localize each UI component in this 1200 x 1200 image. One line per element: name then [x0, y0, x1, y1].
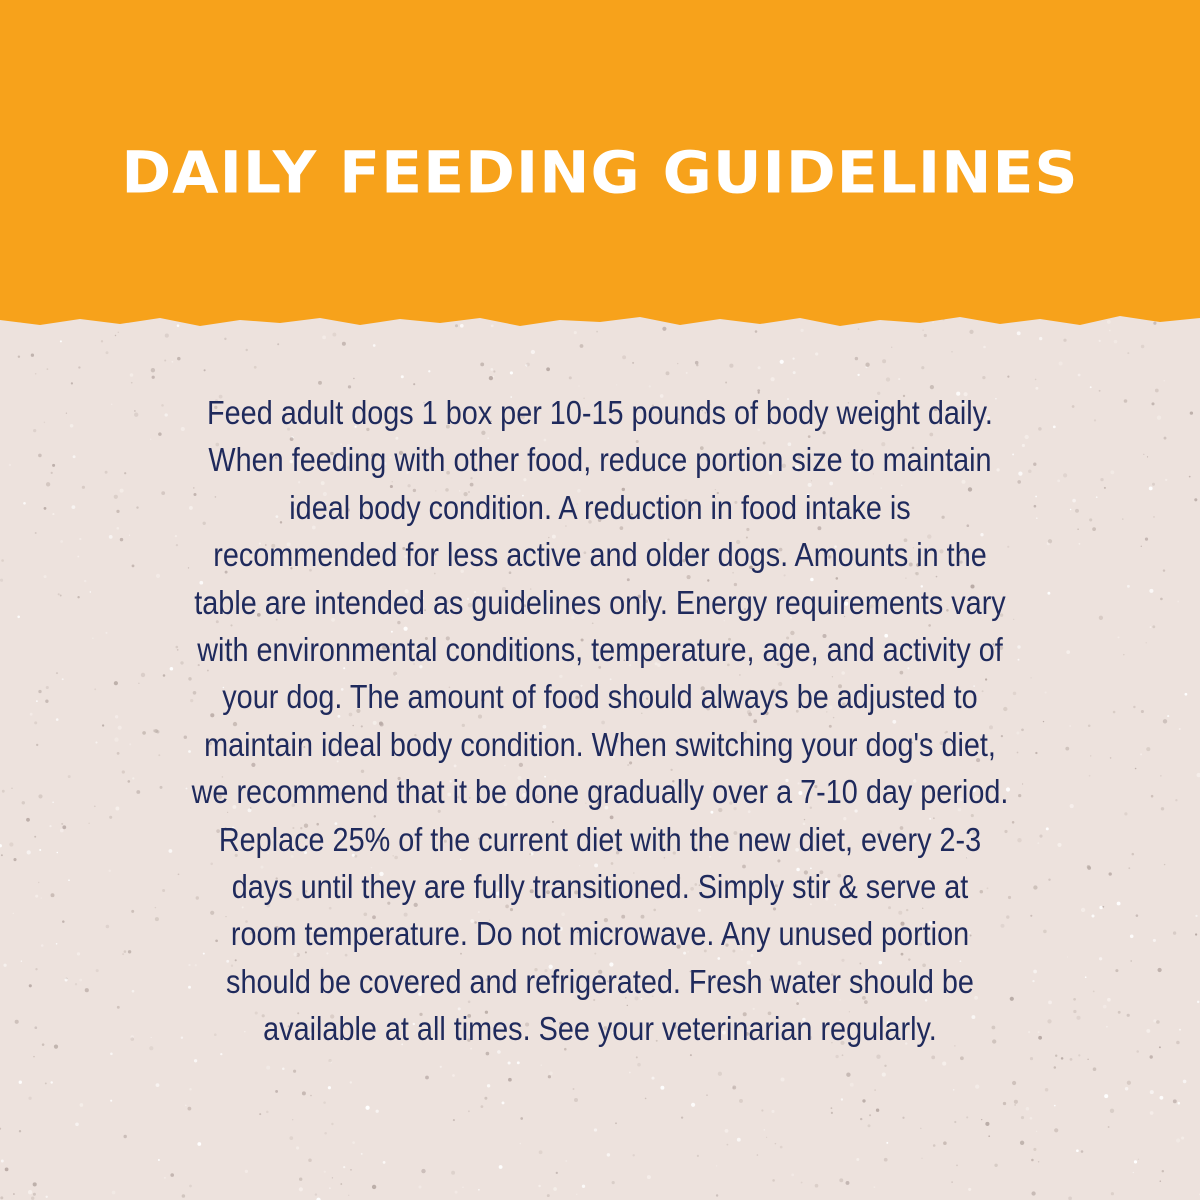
instruction-line: available at all times. See your veterinarian regularly. — [263, 1011, 937, 1049]
instruction-line: Feed adult dogs 1 box per 10-15 pounds of body weight daily. — [207, 395, 993, 432]
instruction-line: should be covered and refrigerated. Fresh water should be — [226, 963, 974, 1001]
instruction-line: with environmental conditions, temperature, age, and activity of — [197, 632, 1003, 670]
instruction-line: maintain ideal body condition. When switching your dog's diet, — [204, 726, 996, 764]
instruction-line: recommended for less active and older dogs. Amounts in the — [213, 537, 987, 575]
instruction-line: When feeding with other food, reduce portion size to maintain — [208, 442, 992, 480]
instruction-line: ideal body condition. A reduction in food intake is — [289, 489, 911, 527]
page-title: DAILY FEEDING GUIDELINES — [121, 139, 1079, 207]
instruction-line: Replace 25% of the current diet with the new diet, every 2-3 — [218, 821, 982, 859]
instruction-line: days until they are fully transitioned. Simply stir & serve at — [231, 869, 969, 907]
instruction-line: room temperature. Do not microwave. Any unused portion — [230, 916, 970, 954]
instruction-line: table are intended as guidelines only. Energy requirements vary — [194, 584, 1006, 622]
instruction-line: your dog. The amount of food should always be adjusted to — [222, 679, 978, 717]
instruction-line: we recommend that it be done gradually over a 7-10 day period. — [191, 774, 1009, 812]
feeding-instructions — [136, 390, 1065, 1054]
